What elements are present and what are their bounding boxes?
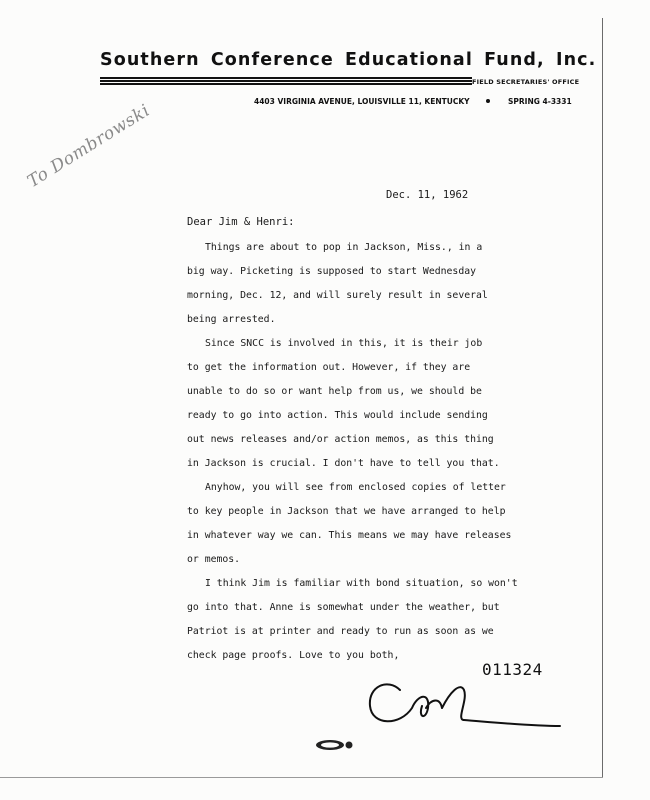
body-line: to key people in Jackson that we have arranged to help [187,506,506,517]
document-number: 011324 [482,660,543,679]
body-line: or memos. [187,554,241,565]
page-edge-right [602,18,603,778]
body-line: go into that. Anne is somewhat under the weather, but [187,602,500,613]
letter-body [187,236,537,668]
letter-salutation: Dear Jim & Henri: [187,216,295,228]
body-line: Things are about to pop in Jackson, Miss., in a [205,242,483,253]
page-edge-bottom [0,777,603,778]
union-bug-emblem [314,738,354,752]
body-line: being arrested. [187,314,276,325]
letterhead-phone: SPRING 4-3331 [508,97,572,106]
handwritten-annotation: To Dombrowski [24,100,154,192]
letterhead-rule-2 [100,80,472,82]
body-line: Anyhow, you will see from enclosed copies of letter [205,482,506,493]
letterhead-rule-3 [100,83,472,85]
body-line: to get the information out. However, if they are [187,362,471,373]
body-line: Since SNCC is involved in this, it is their job [205,338,483,349]
body-line: out news releases and/or action memos, as this thing [187,434,494,445]
body-line: in whatever way we can. This means we may have releases [187,530,512,541]
body-line: I think Jim is familiar with bond situation, so won't [205,578,518,589]
letterhead-rule-1 [100,77,472,79]
body-line: Patriot is at printer and ready to run as soon as we [187,626,494,637]
body-line: in Jackson is crucial. I don't have to tell you that. [187,458,500,469]
body-line: unable to do so or want help from us, we should be [187,386,482,397]
body-line: morning, Dec. 12, and will surely result in several [187,290,488,301]
letterhead-address: 4403 VIRGINIA AVENUE, LOUISVILLE 11, KENTUCKY [254,97,470,106]
letterhead-org-name: Southern Conference Educational Fund, Inc. [100,50,597,70]
body-line: check page proofs. Love to you both, [187,650,400,661]
body-line: big way. Picketing is supposed to start Wednesday [187,266,477,277]
signature-carl [360,668,570,738]
body-line: ready to go into action. This would include sending [187,410,488,421]
letter-date: Dec. 11, 1962 [386,189,469,201]
address-separator-dot [486,99,490,103]
letterhead-office-label: FIELD SECRETARIES' OFFICE [472,78,580,86]
